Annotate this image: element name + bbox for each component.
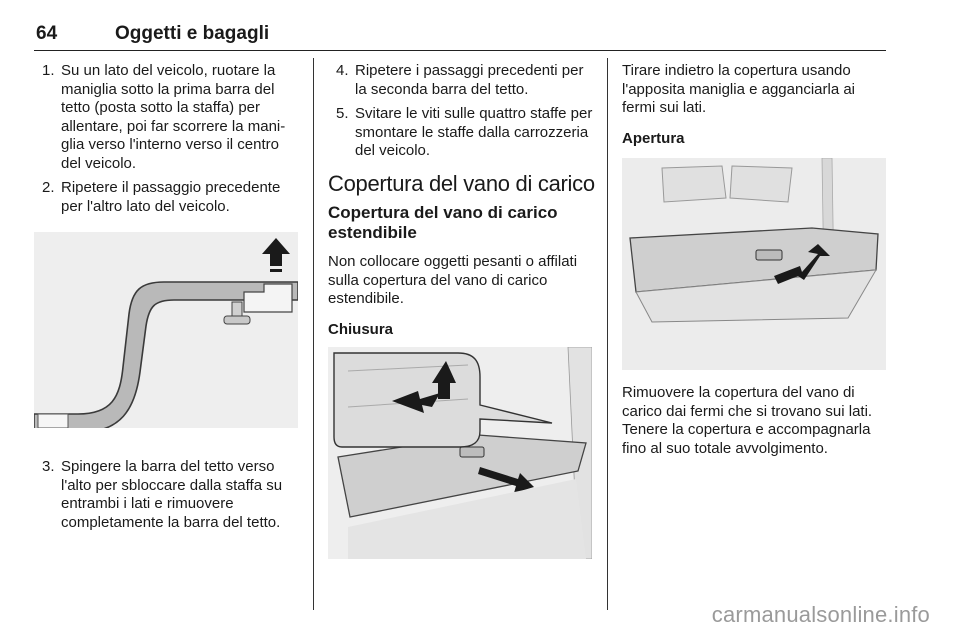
roof-bar-illustration [34, 232, 298, 428]
step-text: Ripetere i passaggi precedenti per la seconda barra del tetto. [355, 62, 584, 98]
section-title: Oggetti e bagagli [115, 23, 270, 44]
list-item [34, 458, 298, 532]
column-2 [328, 62, 594, 573]
paragraph: Non collocare oggetti pesanti o affilati sulla copertura del vano di carico estendibile. [328, 253, 578, 307]
page-number: 64 [36, 23, 58, 44]
column-divider [313, 58, 314, 610]
list-item [328, 62, 594, 99]
cargo-cover-closing-illustration [328, 347, 592, 559]
cargo-cover-opening-illustration [622, 158, 886, 370]
steps-list [34, 62, 298, 216]
label-closing: Chiusura [328, 320, 394, 338]
step-number: 1. [42, 62, 55, 79]
step-text: Su un lato del veicolo, ruotare la maniglia sotto la prima barra del tetto (posta sotto la staffa) per allentare, poi far scorrere la mani-glia verso l'interno verso il centro del veicolo. [61, 62, 286, 172]
paragraph: Tirare indietro la copertura usando l'apposita maniglia e agganciarla ai fermi sui lati. [622, 62, 856, 116]
subheading: Copertura del vano di carico estendibile [328, 203, 558, 242]
step-number: 4. [336, 62, 349, 79]
column-3 [622, 62, 888, 470]
label-opening: Apertura [622, 129, 685, 147]
step-number: 5. [336, 105, 349, 122]
list-item [34, 179, 298, 216]
step-number: 3. [42, 458, 55, 475]
watermark: carmanualsonline.info [711, 602, 930, 627]
column-1 [34, 62, 298, 538]
paragraph: Rimuovere la copertura del vano di carico dai fermi che si trovano sui lati. Tenere la copertura e accompagnarla fino al suo totale avvolgimento. [622, 384, 873, 457]
steps-list [328, 62, 594, 161]
column-divider [607, 58, 608, 610]
list-item [328, 105, 594, 161]
heading: Copertura del vano di carico [328, 170, 595, 196]
step-text: Ripetere il passaggio precedente per l'altro lato del veicolo. [61, 179, 281, 215]
step-number: 2. [42, 179, 55, 196]
step-text: Spingere la barra del tetto verso l'alto per sbloccare dalla staffa su entrambi i lati e rimuovere completamente la barra del tetto. [61, 458, 283, 531]
steps-list [34, 458, 298, 532]
step-text: Svitare le viti sulle quattro staffe per smontare le staffe dalla carrozzeria del veicolo. [355, 105, 593, 159]
list-item [34, 62, 298, 173]
page-header [34, 20, 886, 51]
